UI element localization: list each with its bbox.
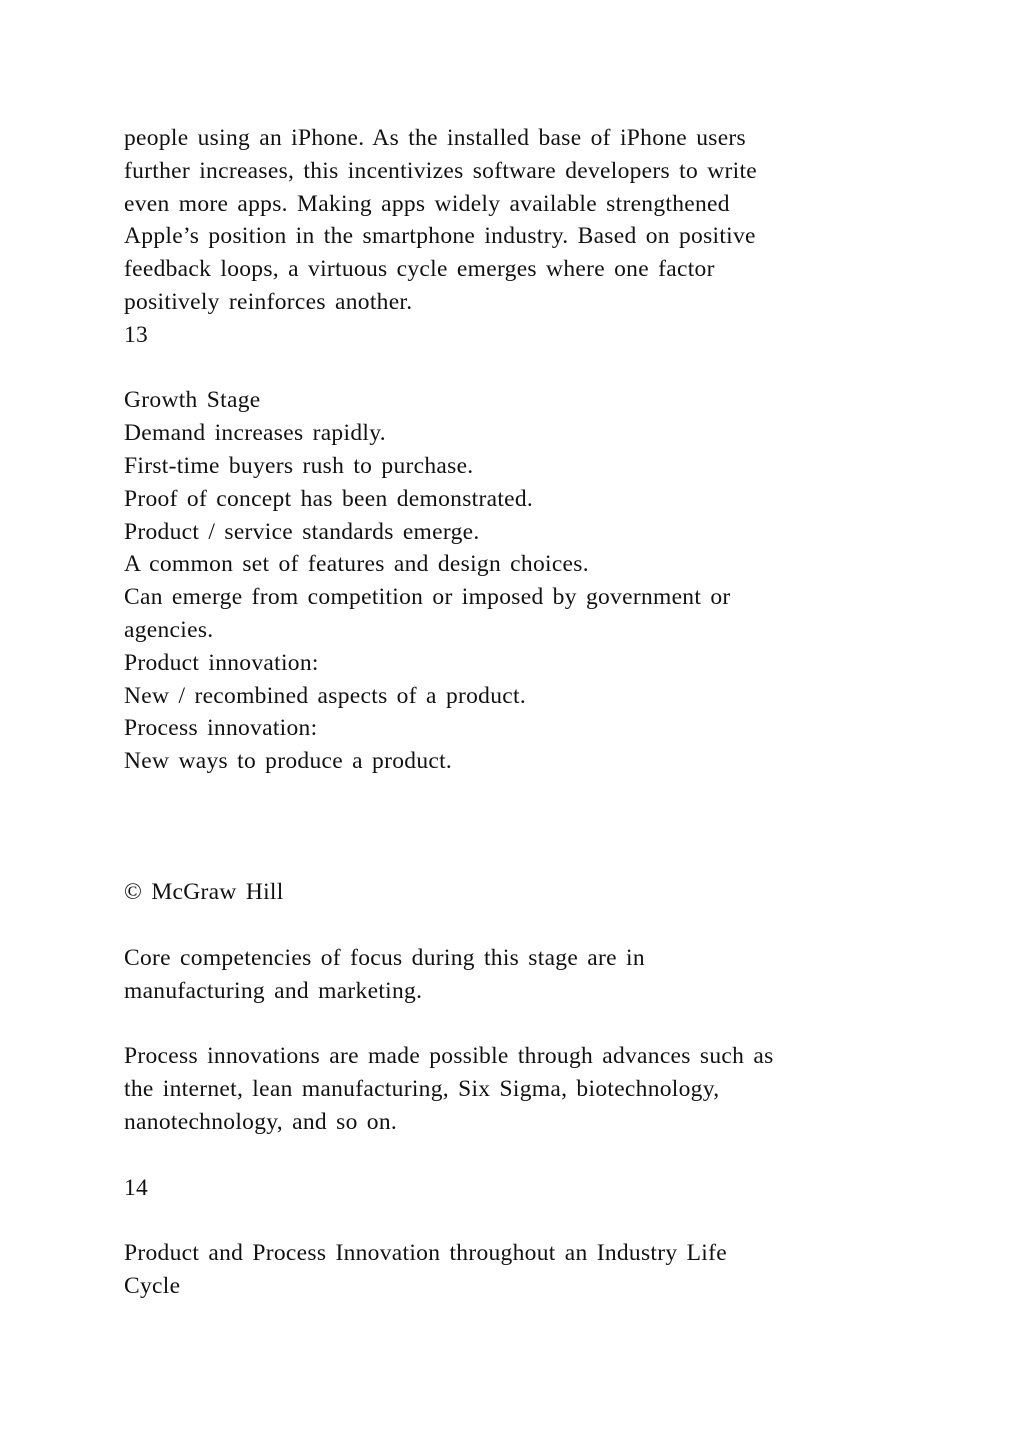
blank-line [124,1204,924,1237]
text-line: A common set of features and design choices. [124,551,589,578]
text-line: nanotechnology, and so on. [124,1108,398,1135]
text-line: New ways to produce a product. [124,748,453,775]
text-line: agencies. [124,616,214,643]
text-line: feedback loops, a virtuous cycle emerges where one factor [124,256,715,283]
text-line: Demand increases rapidly. [124,420,386,447]
blank-line [124,1139,924,1172]
heading-product-process [124,1237,924,1303]
text-line: First-time buyers rush to purchase. [124,452,474,479]
document-body [124,122,924,1303]
blank-line [124,1008,924,1041]
text-line: people using an iPhone. As the installed base of iPhone users [124,125,747,151]
text-line: Product / service standards emerge. [124,518,480,545]
text-line: the internet, lean manufacturing, Six Sigma, biotechnology, [124,1076,720,1103]
text-line: Apple’s position in the smartphone industry. Based on positive [124,223,756,250]
growth-stage [124,384,924,778]
text-line: Product and Process Innovation throughout an Industry Life [124,1240,727,1267]
text-line: positively reinforces another. [124,288,413,315]
text-line: © McGraw Hill [124,879,284,906]
page-number-13 [124,319,924,352]
text-line: Core competencies of focus during this stage are in [124,944,645,971]
blank-line [124,844,924,877]
text-line: Cycle [124,1272,181,1299]
text-line: New / recombined aspects of a product. [124,682,527,709]
text-line: manufacturing and marketing. [124,977,423,1004]
text-line: Can emerge from competition or imposed by government or [124,584,731,611]
blank-line [124,352,924,385]
blank-line [124,909,924,942]
text-line: Growth Stage [124,387,261,414]
text-line: Product innovation: [124,649,319,676]
text-line: even more apps. Making apps widely available strengthened [124,190,730,217]
process-innovations [124,1040,924,1138]
para-iphone [124,122,924,319]
text-line: 14 [124,1174,149,1201]
text-line: Process innovations are made possible through advances such as [124,1043,774,1070]
blank-line [124,811,924,844]
text-line: Proof of concept has been demonstrated. [124,485,534,512]
text-line: 13 [124,321,149,348]
text-line: further increases, this incentivizes software developers to write [124,157,758,184]
core-competencies [124,942,924,1008]
text-line: Process innovation: [124,715,318,742]
copyright [124,876,924,909]
page-number-14 [124,1172,924,1205]
blank-line [124,778,924,811]
